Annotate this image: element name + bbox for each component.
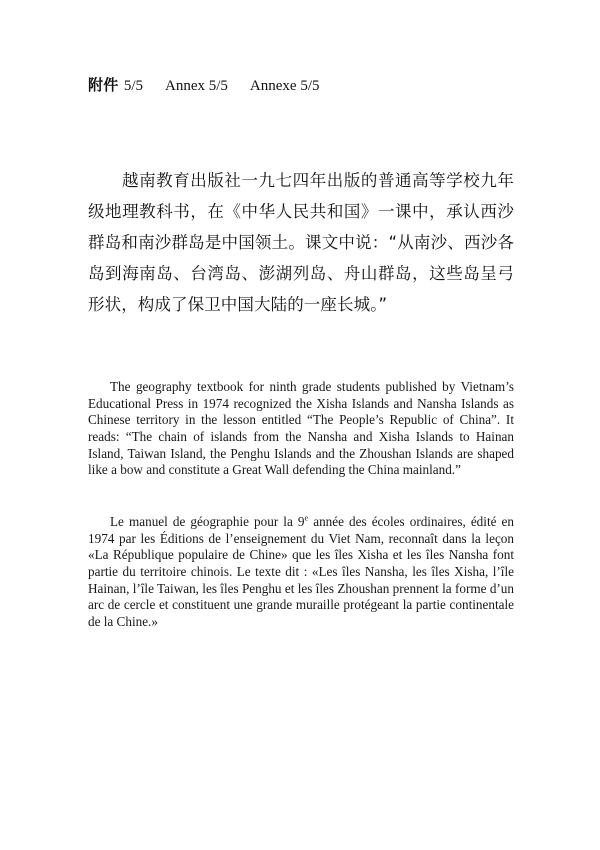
annex-header: [88, 75, 320, 96]
annex-header-french-number: 5/5: [300, 78, 320, 94]
annex-header-chinese-label: 附件: [88, 76, 124, 94]
paragraph-english: The geography textbook for ninth grade students published by Vietnam’s Educational Press in 1974 recognized the Xisha Islands and Nansha Islands as Chinese territory in the lesson entitled “The People’s Republic of China”. It reads: “The chain of islands from the Nansha and Xisha Islands to Hainan Island, Taiwan Island, the Penghu Islands and the Zhoushan Islands are shaped like a bow and constitute a Great Wall defending the China mainland.”: [88, 379, 514, 478]
annex-header-english-number: 5/5: [208, 78, 228, 94]
paragraph-french-part2: année des écoles ordinaires, édité en 1974 par les Éditions de l’enseignement du Viet Nam, reconnaît dans la leçon «La République populaire de Chine» que les îles Xisha et les îles Nansha font partie du territoire chinois. Le texte dit : «Les îles Nansha, les îles Xisha, l’île Hainan, l’île Taiwan, les îles Penghu et les îles Zhoushan prennent la forme d’un arc de cercle et constituent une grande muraille protégeant la partie continentale de la Chine.»: [88, 514, 514, 629]
annex-header-french-label: Annexe: [249, 78, 301, 94]
french-ordinal-suffix: e: [304, 513, 309, 523]
paragraph-french: [88, 514, 514, 630]
annex-header-chinese-number: 5/5: [123, 78, 143, 94]
paragraph-chinese: 越南教育出版社一九七四年出版的普通高等学校九年级地理教科书，在《中华人民共和国》一课中，承认西沙群岛和南沙群岛是中国领土。课文中说：“从南沙、西沙各岛到海南岛、台湾岛、澎湖列岛、舟山群岛，这些岛呈弓形状，构成了保卫中国大陆的一座长城。”: [88, 170, 514, 314]
paragraph-french-part1: Le manuel de géographie pour la 9: [110, 514, 305, 530]
annex-header-english-label: Annex: [165, 78, 209, 94]
